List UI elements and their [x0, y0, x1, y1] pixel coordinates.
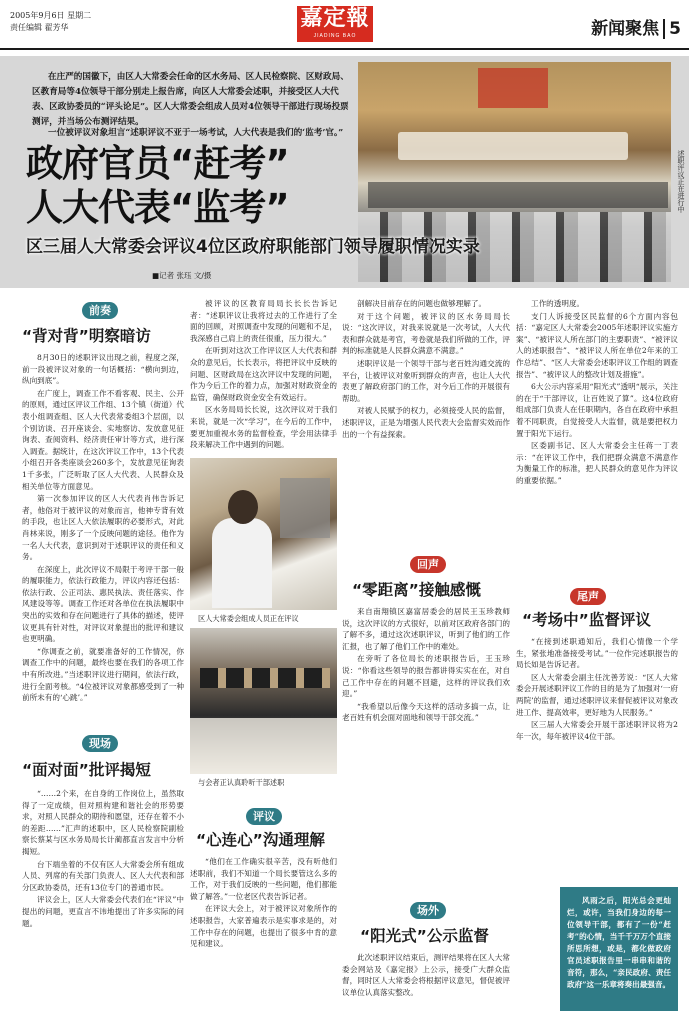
issue-editors: 责任编辑 翟芳华	[10, 23, 69, 32]
label-echo: 回声	[410, 556, 446, 573]
section-head-ending: “考场中”监督评议	[522, 611, 651, 629]
photo-caption-1: 区人大常委会组成人员正在评议	[198, 614, 299, 623]
feature-quote: 一位被评议对象坦言“述职评议不亚于一场考试，人大代表是我们的‘监考’官。”	[48, 128, 344, 138]
paragraph: 6大公示内容采用“阳光式”透明“展示，关注的在于“干部评议，让百姓说了算”。这4位政府组成部门负责人在任职期内，各自在政府中承担着不同职责，自觉接受人大监督，就是要把权力置于阳光下运行。	[516, 382, 678, 438]
photo-figure-head	[228, 490, 258, 524]
photo-reviewers	[190, 458, 337, 610]
column-1-text-lower	[22, 788, 184, 1016]
feature-block	[0, 56, 689, 288]
main-headline	[26, 142, 289, 230]
byline: ■记者 张珏 文/摄	[152, 271, 212, 280]
issue-info	[10, 10, 91, 34]
column-2-text-lower	[190, 856, 337, 1016]
section-name: 新闻聚焦	[591, 19, 660, 39]
paragraph: 在评议大会上，对于被评议对象所作的述职报告，大家普遍表示是实事求是的，对工作中存在的问题，也提出了很多中肯的意见和建议。	[190, 904, 337, 949]
paragraph: 对被人民赋予的权力，必须接受人民的监督，述职评议，正是为增强人民代表大会监督实效而作出的一个有益探索。	[342, 406, 510, 439]
label-review: 评议	[246, 808, 282, 825]
section-label	[591, 14, 681, 39]
paragraph: 区水务局局长长说，这次评议对于我们来说，就是一次“学习”，在今后的工作中，要更加重视水务的监督检查，学会用法律手段来解决工作中遇到的问题。	[190, 405, 337, 450]
label-prelude: 前奏	[82, 302, 118, 319]
closing-note-box: 风雨之后，阳光总会更灿烂，或许，当我们身边的每一位领导干部，都有了一份“赶考”的心情，当千千万万个直接所思所想，或是，都化做政府官员述职报告里一串串和谐的音符，那么，“亲民政府、责任政府”这一乐章将奏出最强音。	[560, 887, 678, 1011]
section-head-scene: “面对面”批评揭短	[22, 761, 151, 779]
issue-date: 2005年9月6日 星期二	[10, 11, 92, 20]
paragraph: “他们在工作确实很辛苦，没有听他们述职前，我们不知道一个局长要管这么多的工作，对于我们反映的一些问题，他们都能做了解答。”一位老区代表告诉记者。	[190, 857, 337, 901]
paragraph: 区委副书记、区人大常委会主任蒋一丁表示：“在评议工作中，我们把群众满意不满意作为衡量工作的标准，把人民群众的意见作为评议的重要依据。”	[516, 441, 678, 485]
headline-line-2: 人大代表“监考”	[26, 186, 289, 229]
column-2-text	[190, 298, 337, 454]
paragraph: 被评议的区教育局局长长长告诉记者：“述职评议让我将过去的工作进行了全面的回顾，对照调查中发现的问题和不足，我深感自己肩上的责任很重，压力很大。”	[190, 299, 337, 343]
photo-seated-row	[200, 668, 330, 688]
sub-headline: 区三届人大常委会评议4位区政府职能部门领导履职情况实录	[26, 237, 480, 257]
paragraph: 区人大常委会副主任沈善芳说：“区人大常委会开展述职评议工作的目的是为了加强对‘一府两院’的监督，通过述职评议来督促被评议对象改进工作、提高效率，更好地为人民服务。”	[516, 672, 678, 717]
feature-intro: 在庄严的国徽下，由区人大常委会任命的区水务局、区人民检察院、区财政局、区教育局等4位领导干部分别走上报告席，向区人大常委会述职，并接受区人大代表、区政协委员的“评头论足”。区人大常委会组成人员对4位领导干部进行现场投票测评，并当场公布测评结果。	[32, 72, 349, 127]
photo-podium	[398, 132, 628, 160]
paragraph: 此次述职评议结束后，测评结果将在区人大常委会网站及《嘉定报》上公示，接受广大群众监督，同时区人大常委会将根据评议意见，督促被评议单位认真落实整改。	[342, 953, 510, 997]
section-head-review: “心连心”沟通理解	[196, 831, 325, 849]
photo-bg-figure	[280, 478, 330, 538]
paragraph: 对于这个问题，被评议的区水务局局长说：“这次评议，对我来说就是一次考试，人大代表和群众就是考官，考卷就是我们所做的工作，评判的标准就是人民群众满意不满意。”	[342, 311, 510, 356]
column-1-text	[22, 352, 184, 724]
section-head-echo: “零距离”接触感慨	[352, 581, 481, 599]
column-3-text-middle	[342, 606, 510, 898]
photo-caption-2: 与会者正认真聆听干部述职	[198, 778, 285, 787]
photo-table	[190, 718, 337, 774]
paragraph: “……2个来，在自身的工作岗位上，虽然取得了一定成绩，但对照构建和谐社会的形势要求，对照人民群众的期待和愿望，还存在着不小的差距……”汇声的述职中，区人民检察院副检察长蔡某与区水务局局长计蔺都直言发言中分析揭短。	[22, 789, 184, 856]
label-offsite: 场外	[410, 902, 446, 919]
photo-caption-vertical: 述职评议正在进行中	[677, 150, 685, 213]
section-head-offsite: “阳光式”公示监督	[360, 927, 489, 945]
column-3-text-lower	[342, 952, 510, 1016]
photo-audience	[190, 628, 337, 774]
newspaper-logo	[297, 6, 373, 42]
paragraph: 来自南翔镇区嘉富居委会的居民王玉珍教师说，这次评议的方式很好，以前对区政府各部门的了解不多，通过这次述职评议，听到了他们的工作汇报，也了解了他们工作中的难处。	[342, 607, 510, 651]
paragraph: 支门人诉接受区民监督的6个方面内容包括：“嘉定区人大常委会2005年述职评议实施方案”、“被评议人所在部门的主要职责”、“被评议人的述职报告”、“被评议人所在单位2年来的工作总结”、“区人大常委会述职评议工作组的调查报告”、“被评议人的整改计划及措施”。	[516, 311, 678, 379]
section-head-prelude: “背对背”明察暗访	[22, 327, 151, 345]
photo-figure-body	[212, 518, 272, 608]
paragraph: 在听到对这次工作评议区人大代表和群众的意见后，长长表示，将把评议中反映的问题、区财政局在这次评议中发现的问题，作为今后工作的着力点，加强对财政资金的监管，确保财政资金安全有效运行。	[190, 346, 337, 402]
page-number: 5	[663, 19, 681, 39]
label-scene: 现场	[82, 735, 118, 752]
logo-english: JIADING BAO	[313, 33, 357, 39]
paragraph: 述职评议是一个领导干部与老百姓沟通交流的平台，让被评议对象听到群众的声音，也让人大代表更了解政府部门的工作，对今后工作的开展很有帮助。	[342, 358, 510, 403]
paragraph: 剖解决目前存在的问题也做够理解了。	[357, 299, 487, 308]
paragraph: “我希望以后像今天这样的活动多搞一点，让老百姓有机会面对面地和领导干部交流。”	[342, 701, 510, 723]
logo-chinese: 嘉定報	[300, 6, 370, 31]
headline-line-1: 政府官员“赶考”	[26, 142, 289, 185]
photo-backdrop	[478, 68, 548, 108]
paragraph: “在接到述职通知后，我们心情像一个学生，紧张地准备接受考试。”一位作完述职报告的局长如是告诉记者。	[516, 637, 678, 670]
photo-desks	[368, 182, 668, 208]
paragraph: 评议会上，区人大常委会代表们在“评议”中提出的问题，更直言不讳地提出了许多实际的问题。	[22, 895, 184, 928]
paragraph: 区三届人大常委会开展干部述职评议将为2年一次，每年被评议4位干部。	[516, 720, 678, 741]
paragraph: 第一次参加评议的区人大代表肖伟告诉记者，他俗对于被评议的对象而言，他神专背有效的手段，也让区人大依法履职的必要形式，对此肖林来说，刚多了一个反映问题的途径。他作为一名人大代表，意识到对于述职评议的责任和义务。	[22, 494, 184, 562]
column-4-text-lower	[516, 636, 678, 880]
paragraph: 在旁听了各位局长的述职报告后，王玉珍说：“你看这些领导的报告都讲得实实在在，对自己工作中存在的问题不回避，这样的评议我们欢迎。”	[342, 654, 510, 699]
label-ending: 尾声	[570, 588, 606, 605]
paragraph: 台下端坐着的不仅有区人大常委会所有组成人员、列席的有关部门负责人、区人大代表和部分区政协委员，还有13位专门的普通市民。	[22, 859, 184, 892]
paragraph: “你调查之前，就要准备好的工作情况，你调查工作中的问题，最终也要在我们的各项工作中有所改进。”当述职评议进行期间，依法行政，进行全面考核。“4位被评议对象都感受到了一种前所未有的‘心跳’。”	[22, 646, 184, 703]
column-4-text	[516, 298, 678, 578]
paragraph: 在广度上，调查工作不看客观、民主、公开的原则，通过区评议工作组、13个镇（街道）代表小组调查组、区人大代表常委组3个层面，以个别访谈、召开座谈会、实地察访、发放意见征询表、查阅资料、经济责任审计等方式，进行深入调查。据统计，在这次评议工作中，13个代表小组召开各类座谈会260多个，发放意见征询表1千多张，广泛听取了区人大代表、人民群众及相关单位等方面意见。	[22, 388, 184, 491]
paragraph: 工作的透明度。	[531, 299, 585, 308]
paragraph: 在深度上，此次评议不局限于考评干部一般的履职能力，依法行政能力，评议内容还包括：依法行政、公正司法、惠民执法、责任落实、作风建设等等。调查工作还对各单位在执法履职中突出的实效和存在问题进行了具体的描述，使评议更具有针对性，对评议对象提出的批评和建议也更明确。	[22, 564, 184, 644]
page-header	[0, 0, 689, 50]
column-3-text	[342, 298, 510, 550]
paragraph: 8月30日的述职评议出现之前，程度之深，前一段被评议对象的一句话概括：“横向到边，纵向到底”。	[22, 353, 184, 386]
